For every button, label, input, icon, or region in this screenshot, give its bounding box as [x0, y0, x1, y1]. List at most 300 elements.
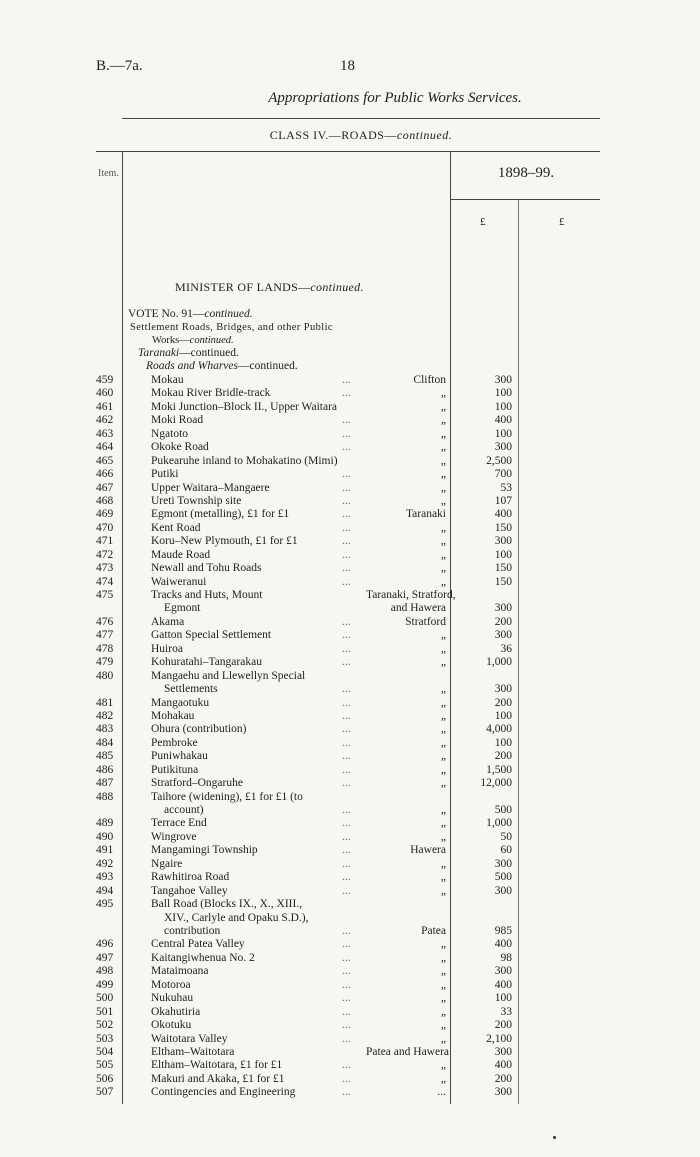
item-name: Putiki — [151, 468, 179, 481]
amount: 4,000 — [486, 723, 512, 736]
table-row — [0, 455, 700, 468]
item-number: 469 — [96, 508, 114, 521]
amount: 53 — [500, 481, 512, 494]
table-row — [0, 441, 700, 454]
item-number: 468 — [96, 494, 114, 507]
district: Stratford — [405, 615, 446, 628]
item-name: Central Patea Valley — [151, 938, 245, 951]
item-number: 466 — [96, 468, 114, 481]
leader-dots: ... — [342, 1059, 351, 1072]
item-number: 503 — [96, 1032, 114, 1045]
leader-dots: ... — [342, 1019, 351, 1032]
table-row — [0, 979, 700, 992]
amount: 200 — [494, 696, 512, 709]
table-row — [0, 697, 700, 710]
item-number: 502 — [96, 1019, 114, 1032]
leader-dots: ... — [342, 562, 351, 575]
table-row — [0, 1046, 700, 1059]
district: „ — [440, 723, 446, 736]
minister-suffix: continued. — [310, 280, 364, 294]
district: „ — [440, 1032, 446, 1045]
district: „ — [440, 978, 446, 991]
item-name: Mokau River Bridle-track — [151, 387, 271, 400]
district: Taranaki, Stratford, — [366, 589, 456, 601]
class-heading-prefix: CLASS IV.—ROADS— — [269, 128, 397, 142]
item-name: Waiweranui — [151, 575, 207, 588]
leader-dots: ... — [342, 844, 351, 857]
item-number: 476 — [96, 615, 114, 628]
table-row — [0, 1006, 700, 1019]
item-number: 486 — [96, 763, 114, 776]
district: „ — [440, 965, 446, 978]
amount: 400 — [494, 508, 512, 521]
leader-dots: ... — [342, 575, 351, 588]
item-name: Kohuratahi–Tangarakau — [151, 656, 262, 669]
item-number: 495 — [96, 898, 114, 911]
district: „ — [440, 1072, 446, 1085]
leader-dots: ... — [342, 763, 351, 776]
item-name: Eltham–Waitotara, £1 for £1 — [151, 1059, 283, 1072]
leader-dots: ... — [342, 468, 351, 481]
district: „ — [440, 494, 446, 507]
table-row — [0, 643, 700, 656]
table-row — [0, 858, 700, 871]
item-name: Mokau — [151, 374, 184, 386]
item-name-continued: XIV., Carlyle and Opaku S.D.), — [164, 911, 309, 924]
leader-dots: ... — [342, 777, 351, 790]
item-number: 490 — [96, 830, 114, 843]
item-number: 480 — [96, 669, 114, 682]
leader-dots: ... — [342, 736, 351, 749]
leader-dots: ... — [342, 817, 351, 830]
leader-dots: ... — [342, 871, 351, 884]
table-row — [0, 522, 700, 535]
amount: 200 — [494, 1072, 512, 1085]
amount: 36 — [500, 642, 512, 655]
amount: 300 — [494, 441, 512, 454]
appropriation-table — [0, 374, 700, 1100]
table-row — [0, 710, 700, 723]
amount: 300 — [494, 1086, 512, 1099]
district: „ — [440, 830, 446, 843]
leader-dots: ... — [342, 709, 351, 722]
item-name: Tangahoe Valley — [151, 884, 228, 897]
item-name: Mataimoana — [151, 965, 209, 978]
table-row — [0, 831, 700, 844]
amount: 1,500 — [486, 763, 512, 776]
leader-dots: ... — [342, 830, 351, 843]
item-name: Egmont (metalling), £1 for £1 — [151, 508, 290, 521]
item-number: 505 — [96, 1059, 114, 1072]
table-row — [0, 1086, 700, 1099]
item-name: Gatton Special Settlement — [151, 629, 272, 642]
item-number: 500 — [96, 992, 114, 1005]
item-name: Eltham–Waitotara — [151, 1045, 235, 1058]
item-name: Kent Road — [151, 521, 201, 534]
vote-heading — [128, 308, 253, 320]
district: „ — [440, 521, 446, 534]
table-row — [0, 1033, 700, 1046]
amount: 100 — [494, 709, 512, 722]
item-name: Puniwhakau — [151, 750, 208, 763]
district: „ — [440, 938, 446, 951]
leader-dots: ... — [342, 804, 351, 817]
amount: 300 — [494, 1045, 512, 1058]
amount: 100 — [494, 992, 512, 1005]
item-number: 488 — [96, 790, 114, 803]
leader-dots: ... — [342, 548, 351, 561]
item-number: 473 — [96, 562, 114, 575]
item-name: Motoroa — [151, 978, 191, 991]
item-name: Kaitangiwhenua No. 2 — [151, 951, 255, 964]
district: „ — [440, 642, 446, 655]
item-name: Moki Road — [151, 414, 204, 427]
district: „ — [440, 427, 446, 440]
district: „ — [440, 414, 446, 427]
item-name: Maude Road — [151, 548, 211, 561]
leader-dots: ... — [342, 992, 351, 1005]
table-row — [0, 468, 700, 481]
leader-dots: ... — [342, 508, 351, 521]
item-name: Ngaire — [151, 857, 183, 870]
currency-symbol-2: £ — [559, 216, 565, 228]
amount: 300 — [494, 683, 512, 696]
amount: 33 — [500, 1005, 512, 1018]
item-name: Nukuhau — [151, 992, 194, 1005]
leader-dots: ... — [342, 723, 351, 736]
table-row — [0, 764, 700, 777]
item-number: 465 — [96, 454, 114, 467]
leader-dots: ... — [342, 387, 351, 400]
leader-dots: ... — [342, 615, 351, 628]
amount: 2,100 — [486, 1032, 512, 1045]
table-row — [0, 885, 700, 898]
settlement-heading-line2 — [152, 335, 234, 346]
item-number: 504 — [96, 1045, 114, 1058]
item-name: Akama — [151, 615, 185, 628]
item-number: 459 — [96, 374, 114, 386]
amount: 1,000 — [486, 656, 512, 669]
item-name: Ngatoto — [151, 427, 189, 440]
item-number: 460 — [96, 387, 114, 400]
table-row — [0, 750, 700, 763]
item-number: 499 — [96, 978, 114, 991]
item-name: Wingrove — [151, 830, 197, 843]
amount: 500 — [494, 871, 512, 884]
currency-symbol-1: £ — [480, 216, 486, 228]
amount: 200 — [494, 615, 512, 628]
amount: 150 — [494, 562, 512, 575]
table-row — [0, 414, 700, 427]
district: „ — [440, 804, 446, 817]
district: Hawera — [410, 844, 446, 857]
district: „ — [440, 468, 446, 481]
table-row — [0, 629, 700, 642]
leader-dots: ... — [342, 521, 351, 534]
item-name: Tracks and Huts, Mount — [151, 589, 263, 601]
item-name-continued: Egmont — [164, 602, 201, 615]
table-row — [0, 871, 700, 884]
leader-dots: ... — [342, 494, 351, 507]
leader-dots: ... — [342, 938, 351, 951]
item-name: Stratford–Ongaruhe — [151, 777, 243, 790]
district: „ — [440, 629, 446, 642]
item-number: 475 — [96, 589, 114, 601]
district: „ — [440, 548, 446, 561]
region-suffix: —continued. — [179, 347, 239, 359]
amount: 400 — [494, 1059, 512, 1072]
table-row — [0, 576, 700, 589]
table-row — [0, 589, 700, 616]
item-number: 474 — [96, 575, 114, 588]
amount: 400 — [494, 978, 512, 991]
item-name: Taihore (widening), £1 for £1 (to — [151, 790, 303, 803]
amount: 100 — [494, 548, 512, 561]
amount: 300 — [494, 602, 512, 615]
item-number: 478 — [96, 642, 114, 655]
item-name: Mangaehu and Llewellyn Special — [151, 669, 306, 682]
item-name: Pembroke — [151, 736, 198, 749]
table-row — [0, 1073, 700, 1086]
district: Patea — [421, 925, 446, 937]
item-name: Koru–New Plymouth, £1 for £1 — [151, 535, 298, 548]
amount: 100 — [494, 427, 512, 440]
item-number: 494 — [96, 884, 114, 897]
district: „ — [440, 1059, 446, 1072]
settlement-line2-suffix: continued. — [189, 335, 234, 346]
amount: 700 — [494, 468, 512, 481]
leader-dots: ... — [342, 374, 351, 386]
district: „ — [440, 857, 446, 870]
table-row — [0, 938, 700, 951]
district: „ — [440, 884, 446, 897]
leader-dots: ... — [342, 481, 351, 494]
item-number: 472 — [96, 548, 114, 561]
class-rule — [96, 151, 600, 152]
region-name: Taranaki — [138, 347, 180, 359]
item-number: 461 — [96, 400, 114, 413]
item-number: 491 — [96, 844, 114, 857]
subhead-heading — [146, 360, 298, 372]
item-name: Waitotara Valley — [151, 1032, 228, 1045]
amount: 107 — [494, 494, 512, 507]
item-number: 462 — [96, 414, 114, 427]
minister-prefix: MINISTER OF LANDS— — [175, 280, 311, 294]
district: „ — [440, 535, 446, 548]
amount: 300 — [494, 965, 512, 978]
document-reference: B.—7a. — [96, 58, 143, 74]
table-row — [0, 737, 700, 750]
table-row — [0, 482, 700, 495]
item-number: 479 — [96, 656, 114, 669]
item-number: 477 — [96, 629, 114, 642]
vote-suffix: continued. — [204, 308, 253, 320]
district: „ — [440, 1005, 446, 1018]
item-name-continued-2: contribution — [164, 925, 221, 937]
item-name: Mangaotuku — [151, 696, 210, 709]
leader-dots: ... — [342, 925, 351, 937]
district: „ — [440, 736, 446, 749]
leader-dots: ... — [342, 857, 351, 870]
table-row — [0, 401, 700, 414]
district: „ — [440, 400, 446, 413]
district: Clifton — [413, 374, 446, 386]
leader-dots: ... — [342, 965, 351, 978]
district: „ — [440, 481, 446, 494]
district: „ — [440, 992, 446, 1005]
item-number: 463 — [96, 427, 114, 440]
amount: 50 — [500, 830, 512, 843]
item-number: 484 — [96, 736, 114, 749]
item-name: Okahutiria — [151, 1005, 201, 1018]
table-row — [0, 428, 700, 441]
amount: 150 — [494, 521, 512, 534]
leader-dots: ... — [342, 414, 351, 427]
item-number: 497 — [96, 951, 114, 964]
table-row — [0, 898, 700, 938]
item-number: 464 — [96, 441, 114, 454]
item-number: 489 — [96, 817, 114, 830]
amount: 300 — [494, 884, 512, 897]
settlement-line2-prefix: Works— — [152, 335, 190, 346]
leader-dots: ... — [342, 1032, 351, 1045]
item-name: Newall and Tohu Roads — [151, 562, 262, 575]
amount: 98 — [500, 951, 512, 964]
item-number: 482 — [96, 709, 114, 722]
table-row — [0, 952, 700, 965]
item-number: 492 — [96, 857, 114, 870]
item-number: 485 — [96, 750, 114, 763]
table-row — [0, 495, 700, 508]
item-name-continued: account) — [164, 804, 204, 817]
item-name: Ohura (contribution) — [151, 723, 247, 736]
item-name: Okoke Road — [151, 441, 209, 454]
leader-dots: ... — [342, 642, 351, 655]
amount: 150 — [494, 575, 512, 588]
minister-heading — [175, 280, 364, 295]
district: „ — [440, 441, 446, 454]
table-row — [0, 1059, 700, 1072]
item-number: 506 — [96, 1072, 114, 1085]
district: „ — [440, 696, 446, 709]
table-row — [0, 791, 700, 818]
amount: 300 — [494, 535, 512, 548]
item-number: 470 — [96, 521, 114, 534]
district: „ — [440, 387, 446, 400]
district: „ — [440, 951, 446, 964]
item-name: Makuri and Akaka, £1 for £1 — [151, 1072, 285, 1085]
leader-dots: ... — [342, 1005, 351, 1018]
district: „ — [440, 709, 446, 722]
amount: 100 — [494, 387, 512, 400]
amount: 300 — [494, 857, 512, 870]
district: „ — [440, 562, 446, 575]
table-row — [0, 965, 700, 978]
item-number: 481 — [96, 696, 114, 709]
amount: 12,000 — [480, 777, 512, 790]
item-name: Rawhitiroa Road — [151, 871, 230, 884]
item-name: Terrace End — [151, 817, 207, 830]
table-row — [0, 508, 700, 521]
district: „ — [440, 750, 446, 763]
table-row — [0, 817, 700, 830]
leader-dots: ... — [342, 1086, 351, 1099]
table-row — [0, 374, 700, 387]
district: „ — [440, 575, 446, 588]
amount: 60 — [500, 844, 512, 857]
leader-dots: ... — [342, 951, 351, 964]
amount: 400 — [494, 414, 512, 427]
settlement-heading-line1: Settlement Roads, Bridges, and other Public — [130, 322, 333, 333]
item-name: Mangamingi Township — [151, 844, 258, 857]
class-heading-suffix: continued. — [396, 128, 453, 142]
item-name-continued: Settlements — [164, 683, 218, 696]
year-underline — [450, 199, 600, 200]
table-row — [0, 535, 700, 548]
item-number: 496 — [96, 938, 114, 951]
item-name: Ureti Township site — [151, 494, 242, 507]
leader-dots: ... — [342, 978, 351, 991]
table-row — [0, 656, 700, 669]
amount: 500 — [494, 804, 512, 817]
district: „ — [440, 763, 446, 776]
stray-dot — [553, 1136, 556, 1139]
table-row — [0, 777, 700, 790]
district: ... — [437, 1086, 446, 1099]
district-continued: and Hawera — [390, 602, 446, 615]
table-row — [0, 670, 700, 697]
item-name: Putikituna — [151, 763, 199, 776]
item-number: 498 — [96, 965, 114, 978]
item-number: 507 — [96, 1086, 114, 1099]
leader-dots: ... — [342, 683, 351, 696]
leader-dots: ... — [342, 427, 351, 440]
district: „ — [440, 683, 446, 696]
table-row — [0, 387, 700, 400]
amount: 300 — [494, 629, 512, 642]
table-row — [0, 723, 700, 736]
table-row — [0, 1019, 700, 1032]
amount: 200 — [494, 1019, 512, 1032]
title-rule — [122, 118, 600, 119]
district: „ — [440, 871, 446, 884]
amount: 2,500 — [486, 454, 512, 467]
leader-dots: ... — [342, 656, 351, 669]
item-column-header: Item. — [98, 168, 119, 179]
district: „ — [440, 1019, 446, 1032]
leader-dots: ... — [342, 1072, 351, 1085]
amount: 100 — [494, 736, 512, 749]
amount: 985 — [494, 925, 512, 937]
leader-dots: ... — [342, 629, 351, 642]
district: „ — [440, 777, 446, 790]
table-row — [0, 549, 700, 562]
district: „ — [440, 817, 446, 830]
table-row — [0, 616, 700, 629]
item-name: Ball Road (Blocks IX., X., XIII., — [151, 898, 303, 911]
item-name: Okotuku — [151, 1019, 192, 1032]
amount: 400 — [494, 938, 512, 951]
item-name: Contingencies and Engineering — [151, 1086, 296, 1099]
district: Taranaki — [405, 508, 446, 521]
amount: 300 — [494, 374, 512, 386]
page-number: 18 — [340, 58, 355, 74]
amount: 200 — [494, 750, 512, 763]
item-name: Mohakau — [151, 709, 195, 722]
leader-dots: ... — [342, 535, 351, 548]
item-number: 487 — [96, 777, 114, 790]
leader-dots: ... — [342, 750, 351, 763]
